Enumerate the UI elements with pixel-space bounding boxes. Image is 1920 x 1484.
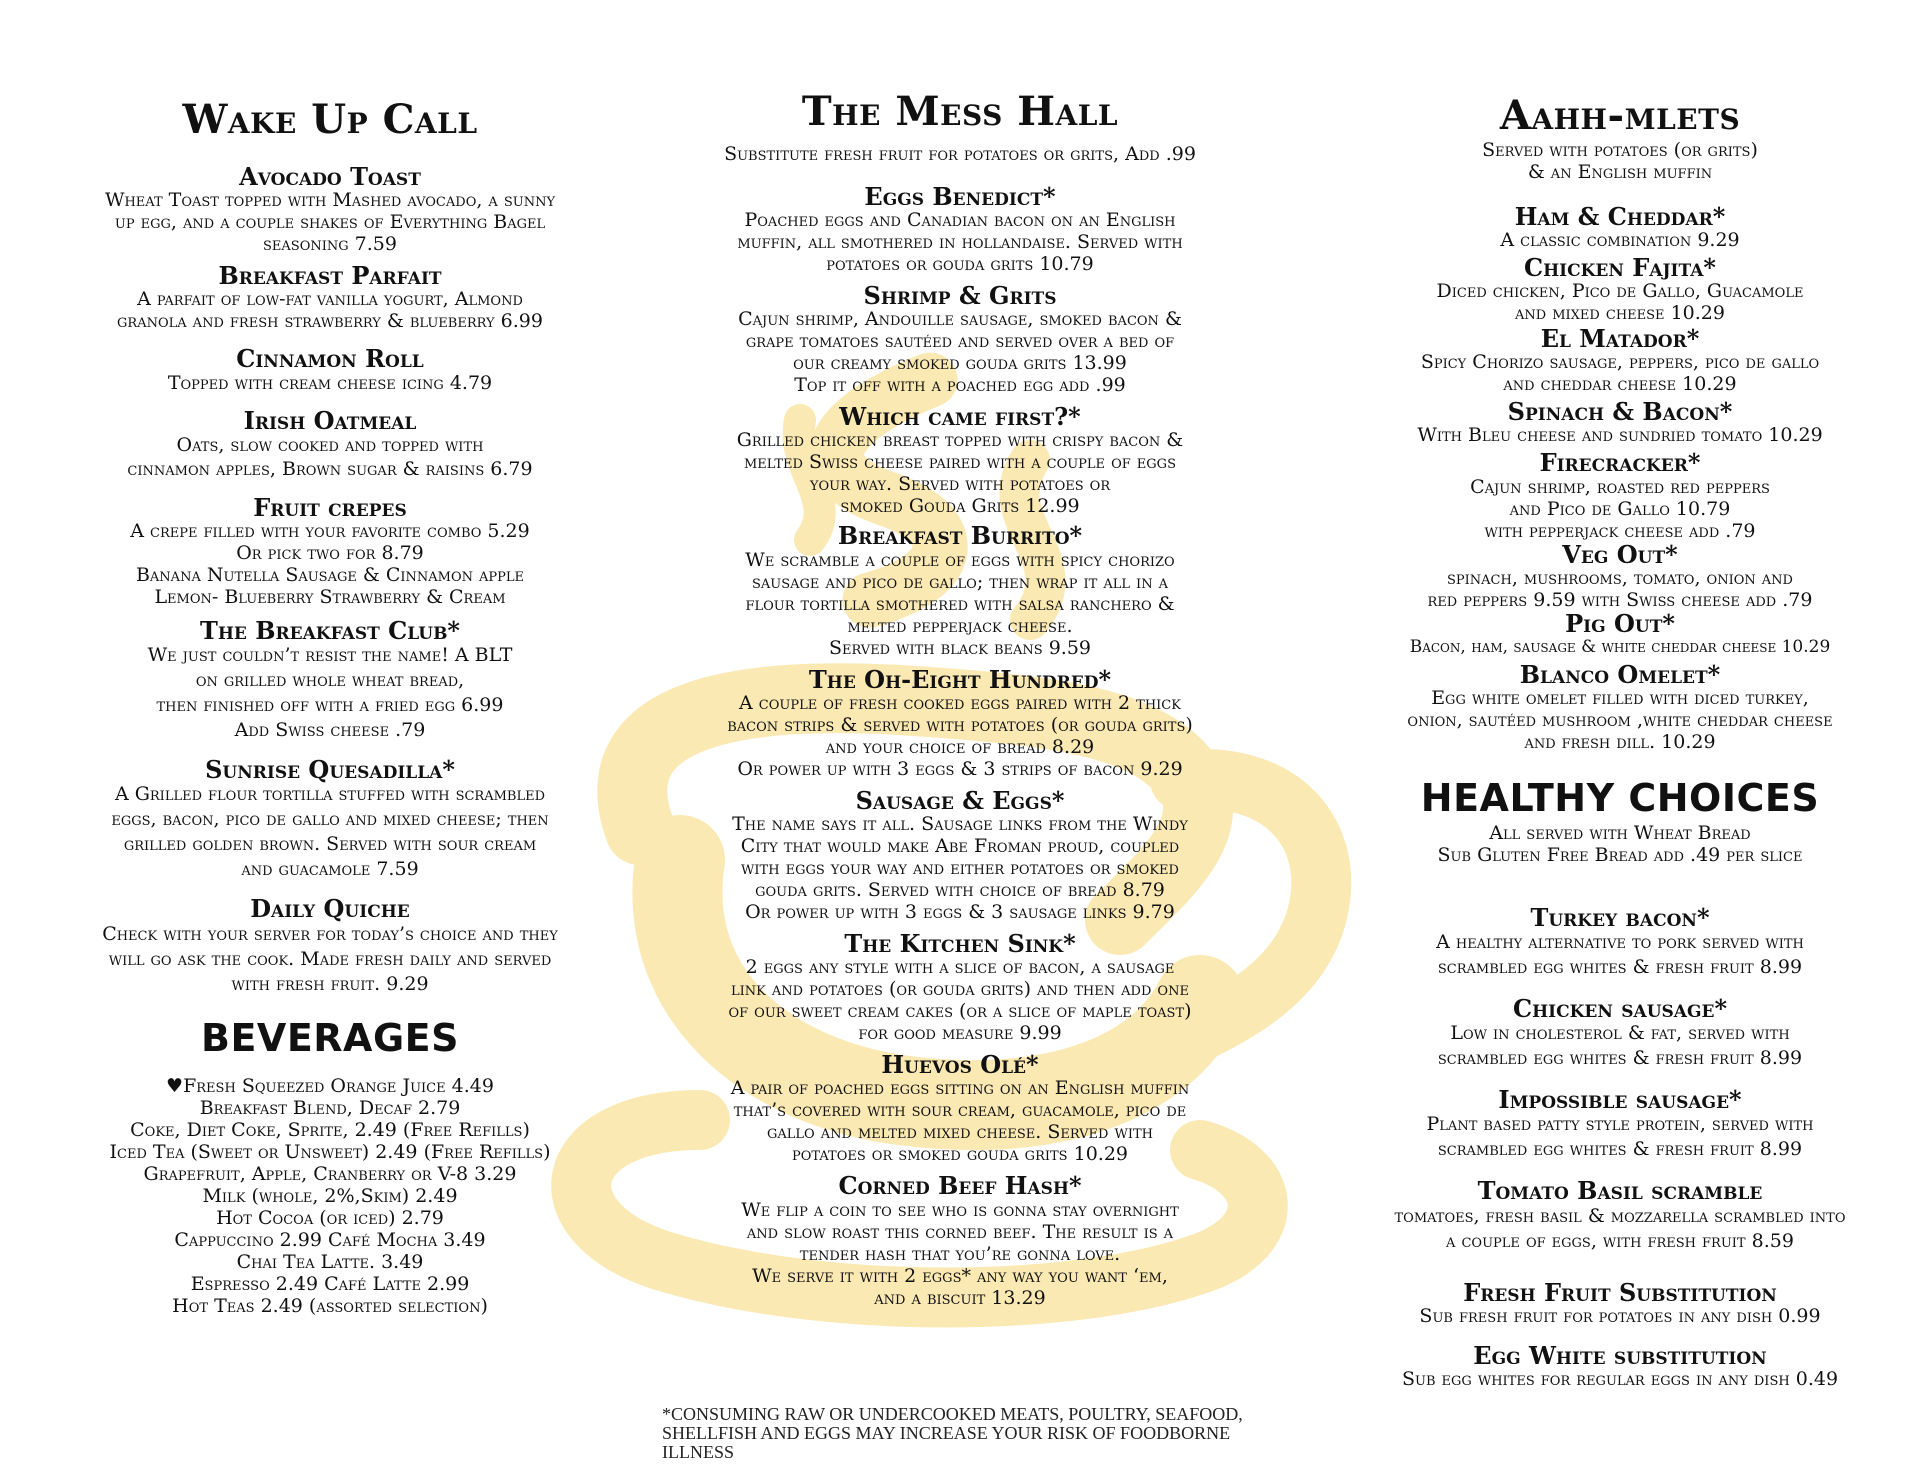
item-desc: A classic combination 9.29 bbox=[1500, 228, 1740, 251]
beverage-line: Espresso 2.49 Café Latte 2.99 bbox=[190, 1272, 470, 1295]
beverage-line: Hot Cocoa (or iced) 2.79 bbox=[216, 1206, 444, 1229]
item-desc: tender hash that you’re gonna love. bbox=[799, 1242, 1121, 1265]
item-desc: onion, sautéed mushroom ,white cheddar cheese bbox=[1407, 709, 1833, 732]
menu-item bbox=[1330, 1178, 1910, 1253]
item-desc: Cajun shrimp, roasted red peppers bbox=[1470, 475, 1770, 498]
menu-item bbox=[660, 664, 1260, 780]
beverage-line: Breakfast Blend, Decaf 2.79 bbox=[199, 1096, 461, 1119]
item-desc: on grilled whole wheat bread, bbox=[195, 669, 465, 692]
item-desc: Oats, slow cooked and topped with bbox=[176, 433, 484, 456]
item-desc: Sub fresh fruit for potatoes in any dish 0.99 bbox=[1419, 1304, 1821, 1327]
menu-item bbox=[1330, 996, 1910, 1071]
food-safety-disclaimer: *CONSUMING RAW OR UNDERCOOKED MEATS, POULTRY, SEAFOOD, SHELLFISH AND EGGS MAY INCREASE YOUR RISK OF FOODBORNE ILLNESS bbox=[662, 1404, 1243, 1462]
item-name: Chicken Fajita* bbox=[1524, 252, 1716, 282]
menu-item bbox=[30, 263, 630, 332]
item-desc: and Pico de Gallo 10.79 bbox=[1509, 497, 1731, 520]
item-desc: and a biscuit 13.29 bbox=[874, 1286, 1046, 1309]
menu-item bbox=[660, 785, 1260, 923]
item-name: Tomato Basil scramble bbox=[1477, 1176, 1763, 1206]
menu-item bbox=[1330, 326, 1910, 395]
middle-column bbox=[660, 0, 1260, 1309]
item-name: Irish Oatmeal bbox=[243, 405, 417, 435]
item-desc: A pair of poached eggs sitting on an English muffin bbox=[730, 1077, 1190, 1100]
item-desc: Cajun shrimp, Andouille sausage, smoked bacon & bbox=[738, 308, 1182, 331]
item-desc: granola and fresh strawberry & blueberry 6.99 bbox=[117, 310, 543, 333]
section-title-beverages: BEVERAGES bbox=[201, 1015, 459, 1060]
crepe-option: Strawberry & Cream bbox=[319, 585, 506, 608]
item-desc: Sub egg whites for regular eggs in any dish 0.49 bbox=[1401, 1368, 1839, 1390]
item-desc: Diced chicken, Pico de Gallo, Guacamole bbox=[1436, 280, 1804, 303]
item-name: The Kitchen Sink* bbox=[844, 928, 1076, 958]
item-desc: muffin, all smothered in hollandaise. Served with bbox=[737, 231, 1183, 254]
item-name: Sunrise Quesadilla* bbox=[205, 755, 455, 785]
item-desc: Bacon, ham, sausage & white cheddar cheese 10.29 bbox=[1409, 637, 1831, 657]
item-name: Sausage & Eggs* bbox=[855, 785, 1065, 815]
item-name: Fresh Fruit Substitution bbox=[1463, 1277, 1777, 1307]
item-desc: A couple of fresh cooked eggs paired with 2 thick bbox=[739, 691, 1181, 714]
item-desc: a couple of eggs, with fresh fruit 8.59 bbox=[1446, 1229, 1794, 1252]
menu-item bbox=[1330, 1277, 1910, 1327]
item-name: El Matador* bbox=[1540, 324, 1700, 354]
item-name: Turkey bacon* bbox=[1530, 902, 1710, 932]
item-desc: 2 eggs any style with a slice of bacon, a sausage bbox=[745, 956, 1175, 979]
menu-item bbox=[660, 928, 1260, 1045]
item-desc: scrambled egg whites & fresh fruit 8.99 bbox=[1437, 956, 1803, 979]
item-name: Ham & Cheddar* bbox=[1514, 201, 1726, 231]
item-desc: Or pick two for 8.79 bbox=[236, 541, 424, 564]
menu-item bbox=[660, 523, 1260, 658]
item-name: Spinach & Bacon* bbox=[1507, 397, 1733, 427]
item-desc: eggs, bacon, pico de gallo and mixed cheese; then bbox=[111, 808, 549, 831]
item-desc: and guacamole 7.59 bbox=[241, 858, 419, 881]
item-desc: A healthy alternative to pork served with bbox=[1436, 931, 1804, 954]
item-desc: Add Swiss cheese .79 bbox=[234, 719, 426, 742]
item-name: Chicken sausage* bbox=[1512, 994, 1728, 1024]
item-desc: With Bleu cheese and sundried tomato 10.29 bbox=[1417, 424, 1823, 447]
menu-item bbox=[1330, 252, 1910, 325]
item-desc: Grilled chicken breast topped with crispy bacon & bbox=[736, 429, 1184, 452]
menu-item bbox=[1330, 1087, 1910, 1162]
item-desc: for good measure 9.99 bbox=[858, 1022, 1062, 1045]
item-name: Breakfast Burrito* bbox=[837, 521, 1083, 551]
menu-item bbox=[30, 757, 630, 882]
item-desc: and fresh dill. 10.29 bbox=[1524, 731, 1716, 754]
item-desc: seasoning 7.59 bbox=[263, 233, 397, 256]
menu-item bbox=[1330, 662, 1910, 753]
menu-item bbox=[1330, 399, 1910, 446]
item-name: Shrimp & Grits bbox=[863, 281, 1057, 311]
item-name: Firecracker* bbox=[1539, 448, 1701, 478]
item-name: Daily Quiche bbox=[250, 894, 410, 924]
item-desc: We just couldn’t resist the name! A BLT bbox=[147, 644, 513, 667]
item-desc: potatoes or smoked gouda grits 10.29 bbox=[792, 1143, 1128, 1166]
menu-item bbox=[660, 283, 1260, 396]
menu-item bbox=[1330, 608, 1910, 658]
item-desc: with pepperjack cheese add .79 bbox=[1484, 519, 1756, 542]
item-desc: spinach, mushrooms, tomato, onion and bbox=[1447, 566, 1793, 589]
item-desc: scrambled egg whites & fresh fruit 8.99 bbox=[1437, 1047, 1803, 1070]
section-subtitle: & an English muffin bbox=[1527, 160, 1713, 183]
item-desc: Served with black beans 9.59 bbox=[828, 636, 1092, 659]
beverage-line: Hot Teas 2.49 (assorted selection) bbox=[172, 1294, 488, 1317]
menu-item bbox=[660, 1052, 1260, 1165]
item-desc: Spicy Chorizo sausage, peppers, pico de gallo bbox=[1420, 351, 1820, 374]
item-name: Huevos Olé* bbox=[881, 1050, 1039, 1080]
crepe-option: Sausage & Cinnamon apple bbox=[285, 563, 525, 586]
item-desc: scrambled egg whites & fresh fruit 8.99 bbox=[1437, 1138, 1803, 1161]
item-desc: your way. Served with potatoes or bbox=[809, 473, 1111, 496]
item-name: Egg White substitution bbox=[1473, 1340, 1767, 1370]
item-desc: with eggs your way and either potatoes or smoked bbox=[741, 856, 1179, 879]
item-desc: A Grilled flour tortilla stuffed with scrambled bbox=[114, 783, 546, 806]
item-desc: We scramble a couple of eggs with spicy chorizo bbox=[745, 548, 1175, 571]
section-subtitle: All served with Wheat Bread bbox=[1489, 822, 1751, 845]
item-desc: grape tomatoes sautéed and served over a bed of bbox=[745, 330, 1175, 353]
section-subtitle: Served with potatoes (or grits) bbox=[1482, 139, 1758, 161]
menu-item bbox=[30, 164, 630, 255]
item-desc: A crepe filled with your favorite combo 5.29 bbox=[130, 519, 530, 542]
menu-item bbox=[30, 492, 630, 608]
item-desc: sausage and pico de gallo; then wrap it all in a bbox=[751, 570, 1168, 593]
menu-item bbox=[30, 346, 630, 393]
item-name: Corned Beef Hash* bbox=[838, 1171, 1082, 1201]
menu-item bbox=[660, 181, 1260, 276]
section-title-wake-up-call: Wake Up Call bbox=[182, 96, 478, 143]
menu-item bbox=[30, 405, 630, 481]
item-desc: Plant based patty style protein, served with bbox=[1426, 1113, 1814, 1136]
crepe-option: Banana Nutella bbox=[135, 563, 280, 586]
item-name: Which came first?* bbox=[839, 402, 1081, 432]
item-desc: link and potatoes (or gouda grits) and then add one bbox=[731, 978, 1189, 1001]
item-name: Cinnamon Roll bbox=[236, 344, 424, 374]
item-name: Avocado Toast bbox=[239, 162, 421, 191]
menu-item bbox=[30, 615, 630, 743]
item-desc: Top it off with a poached egg add .99 bbox=[794, 374, 1126, 397]
right-column bbox=[1330, 0, 1910, 1390]
item-desc: Wheat Toast topped with Mashed avocado, a sunny bbox=[104, 189, 556, 212]
item-desc: will go ask the cook. Made fresh daily and served bbox=[108, 947, 552, 970]
menu-item bbox=[1330, 450, 1910, 541]
item-desc: Check with your server for today’s choice and they bbox=[102, 922, 558, 945]
item-desc: The name says it all. Sausage links from the Windy bbox=[732, 812, 1188, 835]
item-name: Pig Out* bbox=[1565, 608, 1675, 638]
item-desc: and your choice of bread 8.29 bbox=[825, 735, 1095, 758]
item-name: Blanco Omelet* bbox=[1519, 660, 1721, 689]
item-desc: bacon strips & served with potatoes (or gouda grits) bbox=[727, 713, 1193, 736]
item-desc: and slow roast this corned beef. The result is a bbox=[746, 1220, 1174, 1243]
item-desc: cinnamon apples, Brown sugar & raisins 6.79 bbox=[127, 457, 533, 480]
item-desc: Low in cholesterol & fat, served with bbox=[1450, 1022, 1790, 1045]
item-desc: tomatoes, fresh basil & mozzarella scrambled into bbox=[1394, 1204, 1846, 1227]
item-desc: up egg, and a couple shakes of Everything Bagel bbox=[114, 211, 546, 234]
beverage-line: Iced Tea (Sweet or Unsweet) 2.49 (Free Refills) bbox=[109, 1140, 551, 1163]
left-column bbox=[30, 0, 630, 1317]
item-desc: and cheddar cheese 10.29 bbox=[1503, 373, 1737, 396]
item-desc: Poached eggs and Canadian bacon on an English bbox=[744, 209, 1176, 232]
item-name: Fruit crepes bbox=[253, 492, 407, 522]
item-desc: our creamy smoked gouda grits 13.99 bbox=[793, 352, 1127, 375]
beverage-line: Coke, Diet Coke, Sprite, 2.49 (Free Refills) bbox=[130, 1118, 530, 1141]
item-desc: that’s covered with sour cream, guacamole, pico de bbox=[733, 1099, 1187, 1122]
item-desc: gallo and melted mixed cheese. Served with bbox=[766, 1121, 1154, 1144]
beverage-line: ♥Fresh Squeezed Orange Juice 4.49 bbox=[166, 1074, 494, 1097]
beverage-line: Cappuccino 2.99 Café Mocha 3.49 bbox=[174, 1228, 486, 1251]
item-name: Impossible sausage* bbox=[1498, 1085, 1742, 1115]
item-name: The Breakfast Club* bbox=[200, 615, 460, 645]
item-desc: Or power up with 3 eggs & 3 strips of bacon 9.29 bbox=[737, 757, 1183, 780]
item-desc: Topped with cream cheese icing 4.79 bbox=[167, 371, 493, 394]
item-desc: melted pepperjack cheese. bbox=[847, 614, 1073, 637]
menu-item bbox=[1330, 1340, 1910, 1390]
item-desc: We serve it with 2 eggs* any way you want ‘em, bbox=[752, 1264, 1168, 1287]
item-desc: City that would make Abe Froman proud, coupled bbox=[740, 834, 1180, 857]
beverage-line: Chai Tea Latte. 3.49 bbox=[236, 1250, 424, 1273]
crepe-options-row bbox=[30, 564, 630, 586]
item-desc: with fresh fruit. 9.29 bbox=[231, 972, 429, 995]
item-desc: smoked Gouda Grits 12.99 bbox=[840, 495, 1080, 518]
menu-item bbox=[1330, 902, 1910, 980]
item-name: Eggs Benedict* bbox=[864, 181, 1056, 211]
section-subtitle: Sub Gluten Free Bread add .49 per slice bbox=[1437, 844, 1803, 867]
item-desc: gouda grits. Served with choice of bread 8.79 bbox=[755, 878, 1165, 901]
beverage-line: Grapefruit, Apple, Cranberry or V-8 3.29 bbox=[143, 1162, 517, 1185]
menu-item bbox=[30, 896, 630, 996]
item-desc: grilled golden brown. Served with sour cream bbox=[123, 833, 537, 856]
item-desc: then finished off with a fried egg 6.99 bbox=[156, 694, 504, 717]
menu-item bbox=[660, 1173, 1260, 1308]
item-desc: Or power up with 3 eggs & 3 sausage links 9.79 bbox=[745, 900, 1175, 923]
item-desc: Egg white omelet filled with diced turkey, bbox=[1431, 687, 1809, 710]
section-subtitle: Substitute fresh fruit for potatoes or grits, Add .99 bbox=[724, 143, 1196, 165]
section-title-healthy-choices: HEALTHY CHOICES bbox=[1420, 776, 1820, 821]
item-name: Breakfast Parfait bbox=[218, 261, 442, 291]
menu-item bbox=[1330, 539, 1910, 611]
beverages-list bbox=[30, 1075, 630, 1317]
crepe-option: Lemon- Blueberry bbox=[154, 585, 314, 608]
item-name: The Oh-Eight Hundred* bbox=[808, 664, 1112, 694]
menu-item bbox=[1330, 201, 1910, 251]
crepe-options-row bbox=[30, 586, 630, 608]
item-name: Veg Out* bbox=[1562, 539, 1678, 569]
item-desc: We flip a coin to see who is gonna stay overnight bbox=[741, 1198, 1179, 1221]
menu-item bbox=[660, 404, 1260, 517]
item-desc: red peppers 9.59 with Swiss cheese add .79 bbox=[1427, 588, 1813, 611]
item-desc: A parfait of low-fat vanilla yogurt, Almond bbox=[137, 288, 523, 311]
item-desc: potatoes or gouda grits 10.79 bbox=[826, 253, 1094, 276]
section-title-aahh-mlets: Aahh-mlets bbox=[1499, 92, 1741, 139]
item-desc: of our sweet cream cakes (or a slice of maple toast) bbox=[728, 1000, 1192, 1023]
item-desc: and mixed cheese 10.29 bbox=[1515, 302, 1725, 325]
beverage-line: Milk (whole, 2%,Skim) 2.49 bbox=[202, 1184, 458, 1207]
item-desc: melted Swiss cheese paired with a couple of eggs bbox=[744, 451, 1176, 474]
item-desc: flour tortilla smothered with salsa ranchero & bbox=[745, 592, 1175, 615]
section-title-mess-hall: The Mess Hall bbox=[801, 88, 1119, 135]
